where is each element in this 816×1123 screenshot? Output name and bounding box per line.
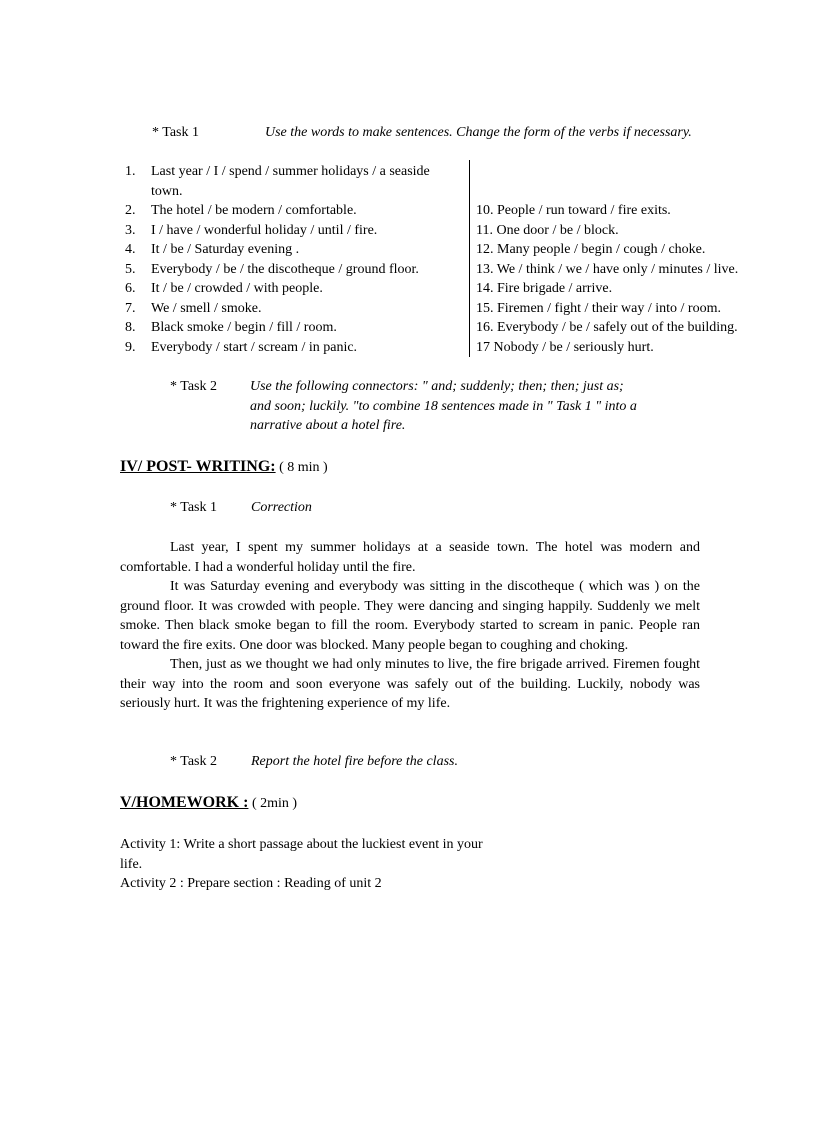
item-text: It / be / crowded / with people. — [151, 281, 323, 296]
task1-instruction: Use the words to make sentences. Change the form of the verbs if necessary. — [265, 125, 692, 140]
sentence-list-left — [125, 162, 465, 357]
post-task1-title: Correction — [251, 500, 312, 515]
item-text: 10. People / run toward / fire exits. — [476, 203, 671, 218]
item-text: We / smell / smoke. — [151, 300, 262, 316]
task2-line: narrative about a hotel fire. — [250, 418, 406, 433]
correction-passage — [120, 538, 700, 714]
item-text: 16. Everybody / be / safely out of the building. — [476, 320, 738, 335]
item-text: 14. Fire brigade / arrive. — [476, 281, 613, 296]
item-number: 5. — [125, 261, 136, 277]
section-heading: IV/ POST- WRITING: — [120, 458, 276, 475]
list-item — [125, 338, 465, 358]
list-item — [476, 279, 796, 299]
task2-label: * Task 2 — [170, 379, 217, 394]
list-item — [125, 240, 465, 260]
item-number: 2. — [125, 203, 136, 218]
list-item — [125, 221, 465, 241]
paragraph: Last year, I spent my summer holidays at a seaside town. The hotel was modern and comfortable. I had a wonderful holiday until the fire. — [120, 540, 700, 575]
activity-line: Activity 2 : Prepare section : Reading of unit 2 — [120, 876, 382, 891]
column-divider — [469, 160, 470, 357]
list-item — [125, 318, 465, 338]
activity-line: Activity 1: Write a short passage about the luckiest event in your life. — [120, 837, 483, 872]
post-writing-heading-row — [120, 457, 328, 478]
item-text: 12. Many people / begin / cough / choke. — [476, 242, 706, 257]
list-item — [125, 260, 465, 280]
list-item — [476, 338, 796, 358]
post-task2-label: * Task 2 — [170, 754, 217, 769]
item-text: Black smoke / begin / fill / room. — [151, 320, 337, 335]
list-item — [125, 279, 465, 299]
item-text: 13. We / think / we / have only / minutes / live. — [476, 261, 739, 277]
task2-line: and soon; luckily. "to combine 18 sentences made in " Task 1 " into a — [250, 398, 637, 414]
post-task2-title: Report the hotel fire before the class. — [251, 754, 458, 769]
item-text: 11. One door / be / block. — [476, 222, 619, 238]
task2-line: Use the following connectors: " and; suddenly; then; then; just as; — [250, 379, 624, 394]
list-item — [476, 260, 796, 280]
list-item — [476, 221, 796, 241]
item-text: Everybody / start / scream / in panic. — [151, 339, 358, 355]
item-number: 4. — [125, 242, 136, 257]
section-duration: ( 8 min ) — [275, 460, 328, 475]
item-text: Everybody / be / the discotheque / ground floor. — [151, 261, 419, 277]
item-number: 6. — [125, 281, 136, 296]
item-text: I / have / wonderful holiday / until / fire. — [151, 222, 378, 238]
item-text: 15. Firemen / fight / their way / into / room. — [476, 300, 721, 316]
item-text: Last year / I / spend / summer holidays / a seaside town. — [151, 164, 430, 199]
list-item — [125, 201, 465, 221]
section-duration: ( 2min ) — [248, 796, 298, 811]
task1-label: * Task 1 — [152, 125, 199, 140]
item-number: 7. — [125, 300, 136, 316]
list-item — [476, 318, 796, 338]
task2-instruction — [250, 377, 720, 436]
item-number: 8. — [125, 320, 136, 335]
item-text: It / be / Saturday evening . — [151, 242, 300, 257]
paragraph: Then, just as we thought we had only minutes to live, the fire brigade arrived. Firemen fought their way into the room and soon everyone was safely out of the building. Luckily, nobody was seriously hurt. It was the frightening experience of my life. — [120, 657, 700, 711]
item-number: 3. — [125, 222, 136, 238]
post-task1-label: * Task 1 — [170, 500, 217, 515]
list-item — [476, 201, 796, 221]
list-item — [476, 240, 796, 260]
item-number: 1. — [125, 164, 136, 179]
sentence-list-right — [476, 201, 796, 357]
item-text: 17 Nobody / be / seriously hurt. — [476, 339, 654, 355]
list-item — [125, 162, 465, 201]
homework-heading-row — [120, 793, 297, 814]
list-item — [125, 299, 465, 319]
list-item — [476, 299, 796, 319]
item-text: The hotel / be modern / comfortable. — [151, 203, 357, 218]
section-heading: V/HOMEWORK : — [120, 794, 249, 811]
homework-activities — [120, 835, 505, 894]
paragraph: It was Saturday evening and everybody was sitting in the discotheque ( which was ) on the ground floor. It was crowded with people. They were dancing and singing happily. Suddenly we melt smoke. Then black smoke began to fill the room. Everybody started to scream in panic. People ran toward the fire exits. One door was blocked. Many people began to coughing and choking. — [120, 579, 700, 653]
item-number: 9. — [125, 339, 136, 355]
